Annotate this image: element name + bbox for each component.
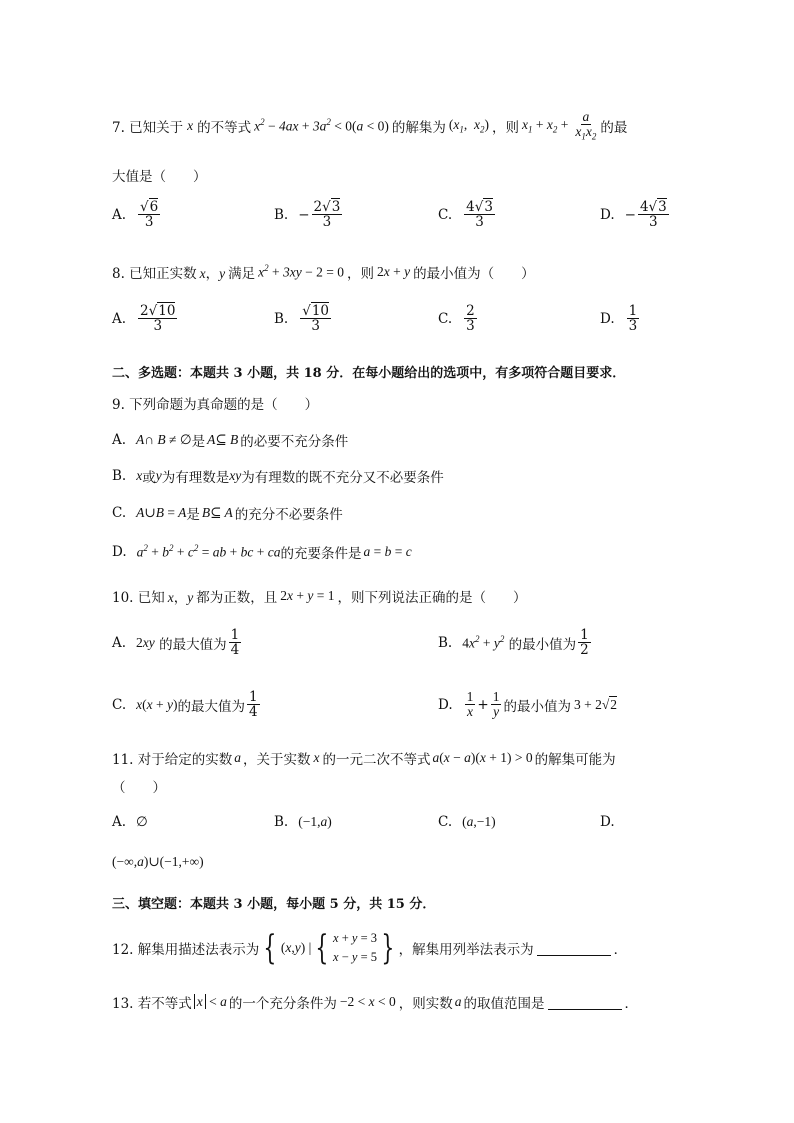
q9-option-d[interactable]: D. $a^2 + b^2 + c^2$ = ab + bc + ca 的充要条件是 a = b = c xyxy=(112,543,412,562)
option-label: A. xyxy=(112,814,127,830)
q10-row2 xyxy=(112,690,684,730)
option-label: A. xyxy=(112,310,127,327)
q13-text: 13. 若不等式 xyxy=(112,996,192,1012)
q10-text: ，则下列说法正确的是（ ） xyxy=(337,590,527,606)
option-label: B. xyxy=(274,310,289,327)
q9-option-b[interactable]: B. x 或 y 为有理数是 xy 为有理数的既不充分又不必要条件 xyxy=(112,468,444,486)
q11-text: 的解集可能为 xyxy=(534,752,616,768)
q12-text: ． xyxy=(613,942,628,958)
option-text: 或 xyxy=(142,470,156,486)
q12-stem: 12. 解集用描述法表示为 { (x,y) | { x + y = 3 x − y = 5 } ，解集用列举法表示为 ． xyxy=(112,928,628,968)
q12-text: 12. 解集用描述法表示为 xyxy=(112,942,260,958)
option-label: B. xyxy=(112,468,127,484)
q8-option-c[interactable]: C. $\frac{2}{3}$ xyxy=(438,303,475,335)
q10-option-d[interactable]: D. $\frac{1}{x}$ + $\frac{1}{y}$ 的最小值为 3 + 2√2 xyxy=(438,689,617,720)
q10-text: 都为正数，且 xyxy=(196,590,278,606)
q8-text: 满足 xyxy=(228,266,256,282)
option-label: C. xyxy=(112,696,127,713)
q11-option-a[interactable]: A. ∅ xyxy=(112,814,148,830)
q7-options xyxy=(112,200,684,240)
q10-option-c[interactable]: C. x(x + y) 的最大值为 $\frac{1}{4}$ xyxy=(112,689,258,721)
q8-option-d[interactable]: D. $\frac{1}{3}$ xyxy=(600,303,638,335)
q7-option-b[interactable]: B. − $\frac{2√3}{3}$ xyxy=(274,199,341,231)
q11-option-d[interactable] xyxy=(600,814,625,830)
q12-text: ，解集用列举法表示为 xyxy=(398,942,534,958)
q11-stem-cont: （ ） xyxy=(112,780,166,796)
option-text: 的必要不充分条件 xyxy=(240,434,349,450)
option-label: C. xyxy=(112,505,127,521)
option-label: B. xyxy=(438,634,453,651)
q8-text: 的最小值为（ ） xyxy=(413,266,535,282)
q8-option-b[interactable]: B. $\frac{√10}{3}$ xyxy=(274,303,330,335)
option-label: A. xyxy=(112,634,127,651)
q8-options xyxy=(112,304,684,344)
section-heading-fill: 三、填空题：本题共 3 小题，每小题 5 分，共 15 分． xyxy=(112,897,436,912)
q11-option-b[interactable]: B. (−1,a) xyxy=(274,814,332,830)
option-text: 是 xyxy=(191,434,206,450)
q11-option-c[interactable]: C. (a,−1) xyxy=(438,814,496,830)
q12-answer-blank[interactable] xyxy=(537,941,611,956)
q11-stem: 11. 对于给定的实数 a ，关于实数 x 的一元二次不等式 a(x − a)(x + 1) > 0 的解集可能为 xyxy=(112,750,616,768)
q11-options xyxy=(112,814,684,836)
q11-text: ，关于实数 xyxy=(243,752,311,768)
q9-option-a[interactable]: A. A∩ B ≠ ∅ 是 A⊆ B 的必要不充分条件 xyxy=(112,432,349,450)
section-heading-multi: 二、多选题：本题共 3 小题，共 18 分．在每小题给出的选项中，有多项符合题目要求． xyxy=(112,366,626,381)
option-text: 的充要条件是 xyxy=(280,546,362,562)
q7-text: ，则 xyxy=(492,120,520,137)
option-text: 的充分不必要条件 xyxy=(234,507,343,523)
q8-text: 8. 已知正实数 xyxy=(112,266,197,282)
option-label: A. xyxy=(112,432,127,448)
option-label: D. xyxy=(438,696,453,713)
option-label: B. xyxy=(274,206,289,223)
q13-stem: 13. 若不等式 x < a 的一个充分条件为 −2 < x < 0 ，则实数 a 的取值范围是 ． xyxy=(112,994,638,1012)
q13-text: 的一个充分条件为 xyxy=(228,996,337,1012)
q7-stem-cont: 大值是（ ） xyxy=(112,169,207,185)
option-label: D. xyxy=(600,310,615,327)
q10-text: 10. 已知 xyxy=(112,590,165,606)
q11-text: 的一元二次不等式 xyxy=(322,752,431,768)
q13-text: ． xyxy=(624,996,638,1012)
q11-option-d-content: (−∞,a)∪(−1,+∞) xyxy=(112,854,204,869)
q7-text: 的最 xyxy=(600,120,628,137)
q7-text: 的解集为 xyxy=(391,120,446,137)
option-label: B. xyxy=(274,814,289,830)
option-label: C. xyxy=(438,206,453,223)
option-text: 的最大值为 xyxy=(159,636,227,653)
option-label: D. xyxy=(600,206,615,223)
q7-option-c[interactable]: C. $\frac{4√3}{3}$ xyxy=(438,199,493,231)
q13-text: 的取值范围是 xyxy=(463,996,545,1012)
option-label: D. xyxy=(600,814,615,830)
q10-row1 xyxy=(112,628,684,668)
q8-text: ，则 xyxy=(347,266,375,282)
q13-answer-blank[interactable] xyxy=(548,995,622,1010)
option-text: 的最大值为 xyxy=(177,698,246,715)
q10-stem: 10. 已知 x，y 都为正数，且 2x + y = 1 ，则下列说法正确的是（ ） xyxy=(112,588,527,606)
option-label: A. xyxy=(112,206,127,223)
q11-text: 11. 对于给定的实数 xyxy=(112,752,233,768)
q7-text: 7. 已知关于 xyxy=(112,120,184,137)
option-text: 为有理数的既不充分又不必要条件 xyxy=(241,470,444,486)
option-label: C. xyxy=(438,310,453,327)
option-text: 的最小值为 xyxy=(508,636,577,653)
q7-option-d[interactable]: D. − $\frac{4√3}{3}$ xyxy=(600,199,667,231)
q13-text: ，则实数 xyxy=(398,996,453,1012)
option-label: C. xyxy=(438,814,453,830)
q7-option-a[interactable]: A. $\frac{√6}{3}$ xyxy=(112,199,159,231)
q7-stem: 7. 已知关于 x 的不等式 $x^2 - 4ax + 3a^2 < 0(a < 0)$ 的解集为 ($x_1$, $x_2$) ，则 $x_1 + x_2$ + $\frac{a}{x_1x_2}$ 的最 xyxy=(112,109,628,142)
option-text: 为有理数是 xyxy=(161,470,230,486)
q8-option-a[interactable]: A. $\frac{2√10}{3}$ xyxy=(112,303,176,335)
q10-option-a[interactable]: A. 2xy 的最大值为 $\frac{1}{4}$ xyxy=(112,627,240,659)
q9-stem: 9. 下列命题为真命题的是（ ） xyxy=(112,397,319,413)
q7-text: 的不等式 xyxy=(197,120,252,137)
option-text: 的最小值为 xyxy=(503,698,571,715)
q8-stem: 8. 已知正实数 x，y 满足 $x^2 + 3xy - 2 = 0$ ，则 2x + y 的最小值为（ ） xyxy=(112,263,535,282)
option-label: D. xyxy=(112,544,127,560)
q10-option-b[interactable]: B. $4x^2 + y^2$ 的最小值为 $\frac{1}{2}$ xyxy=(438,627,589,659)
q9-option-c[interactable]: C. A∪B = A 是 B⊆ A 的充分不必要条件 xyxy=(112,505,343,523)
option-text: 是 xyxy=(186,507,200,523)
